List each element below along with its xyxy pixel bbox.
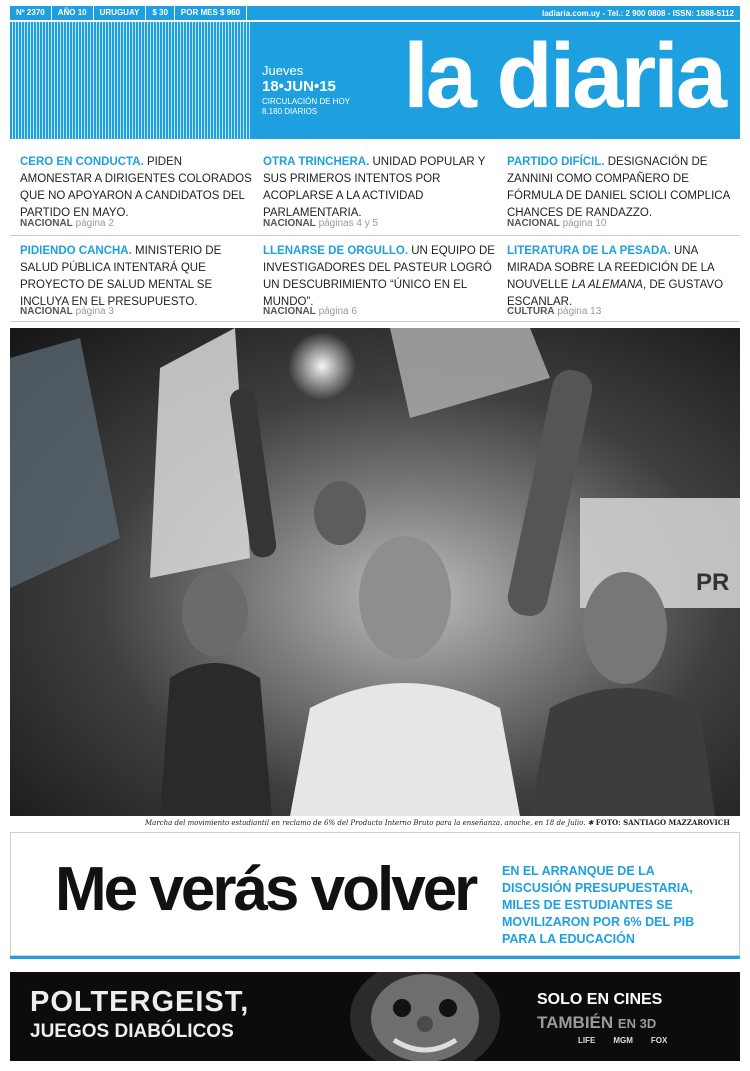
- teaser-section: NACIONAL página 2: [20, 218, 114, 229]
- teaser-section: NACIONAL páginas 4 y 5: [263, 218, 379, 229]
- photo-caption: [10, 818, 730, 827]
- protest-sign-text: PR: [696, 569, 730, 596]
- circulation-label: CIRCULACIÓN DE HOY: [262, 97, 351, 106]
- issn-number: ISSN: 1688-5112: [672, 8, 734, 18]
- newspaper-logo[interactable]: la diaria: [403, 25, 724, 127]
- teaser-partido-dificil[interactable]: [507, 154, 739, 229]
- teaser-literatura-de-la-pesada[interactable]: [507, 243, 739, 317]
- movie-advertisement[interactable]: [10, 972, 740, 1061]
- teaser-kicker: LLENARSE DE ORGULLO.: [263, 245, 409, 257]
- teaser-section: NACIONAL página 6: [263, 306, 357, 317]
- teaser-kicker: PARTIDO DIFÍCIL.: [507, 156, 605, 168]
- website-link[interactable]: ladiaria.com.uy: [542, 8, 601, 18]
- teaser-cero-en-conducta[interactable]: [20, 154, 252, 229]
- ad-tambien: TAMBIÉN: [537, 1013, 614, 1032]
- teaser-text: UNIDAD POPULAR Y SUS PRIMEROS INTENTOS POR ACOPLARSE A LA ACTIVIDAD PARLAMENTARIA.: [263, 156, 486, 219]
- info-bar: [10, 6, 740, 20]
- mgm-logo: MGM: [613, 1036, 633, 1045]
- right-protester-body: [530, 688, 715, 816]
- teaser-divider: [10, 235, 740, 236]
- teaser-otra-trinchera[interactable]: [263, 154, 495, 229]
- lead-story: [10, 832, 740, 956]
- lead-headline[interactable]: Me verás volver: [55, 855, 476, 924]
- issue-date: 18•JUN•15: [262, 78, 336, 95]
- ad-title-sub: JUEGOS DIABÓLICOS: [30, 1021, 234, 1042]
- left-protester-body: [160, 663, 272, 816]
- teaser-kicker: PIDIENDO CANCHA.: [20, 245, 132, 257]
- fox-logo: FOX: [650, 1036, 668, 1045]
- teaser-section: NACIONAL página 10: [507, 218, 607, 229]
- ad-en3d: EN 3D: [617, 1016, 657, 1031]
- teaser-llenarse-de-orgullo[interactable]: [263, 243, 495, 317]
- teaser-text: UNA MIRADA SOBRE LA REEDICIÓN DE LA NOUVELLE: [507, 245, 715, 291]
- protest-photo-illustration: [10, 328, 740, 816]
- raised-flag: [390, 328, 550, 418]
- weekday: Jueves: [262, 63, 304, 78]
- contact-info: ladiaria.com.uy - Tel.: 2 900 0808 - ISSN: 1688-5112: [542, 8, 734, 18]
- ad-title-main: POLTERGEIST,: [30, 986, 250, 1018]
- teaser-divider: [10, 321, 740, 322]
- teaser-text: MINISTERIO DE SALUD PÚBLICA INTENTARÁ QUE PROYECTO DE SALUD MENTAL SE INCLUYA EN EL PRESUPUESTO.: [20, 245, 222, 308]
- price: $ 30: [146, 6, 175, 20]
- book-title: LA ALEMANA: [571, 279, 643, 291]
- phone-number: Tel.: 2 900 0808: [607, 8, 666, 18]
- teaser-text: DESIGNACIÓN DE ZANNINI COMO COMPAÑERO DE FÓRMULA DE DANIEL SCIOLI COMPLICA CHANCES DE RANDAZZO.: [507, 156, 730, 219]
- teaser-kicker: LITERATURA DE LA PESADA.: [507, 245, 671, 257]
- masthead-stripe-pattern: [10, 22, 252, 139]
- accent-divider: [10, 956, 740, 959]
- issue-year: AÑO 10: [52, 6, 94, 20]
- central-protester-head: [359, 536, 451, 660]
- ad-3d-text: [537, 1014, 656, 1031]
- ad-cinemas-text: SOLO EN CINES: [537, 991, 663, 1008]
- teaser-kicker: CERO EN CONDUCTA.: [20, 156, 144, 168]
- dark-flag: [10, 338, 120, 588]
- photo-credit: FOTO: SANTIAGO MAZZAROVICH: [595, 818, 730, 827]
- ad-distributor-logos: [578, 1036, 667, 1045]
- street-lamp-glow: [288, 332, 356, 400]
- teaser-kicker: OTRA TRINCHERA.: [263, 156, 370, 168]
- monthly-price: POR MES $ 960: [175, 6, 247, 20]
- left-protester-head: [182, 570, 248, 656]
- central-protester-scarf: [290, 683, 520, 816]
- caption-text: Marcha del movimiento estudiantil en reclamo de 6% del Producto Interno Bruto para la enseñanza, anoche, en 18 de Julio. ✱: [144, 819, 594, 827]
- circulation-count: 8.180 DIARIOS: [262, 107, 318, 116]
- life-logo: LIFE: [578, 1036, 596, 1045]
- white-banner: [150, 328, 250, 578]
- lead-photo[interactable]: [10, 328, 740, 816]
- teaser-pidiendo-cancha[interactable]: [20, 243, 252, 317]
- masthead: [10, 22, 740, 139]
- teaser-text: UN EQUIPO DE INVESTIGADORES DEL PASTEUR LOGRÓ UN DESCUBRIMIENTO “ÚNICO EN EL MUNDO”.: [263, 245, 495, 308]
- lead-subhead: EN EL ARRANQUE DE LA DISCUSIÓN PRESUPUESTARIA, MILES DE ESTUDIANTES SE MOVILIZARON POR 6% DEL PIB PARA LA EDUCACIÓN: [502, 864, 695, 946]
- teaser-section: CULTURA página 13: [507, 306, 602, 317]
- country: URUGUAY: [94, 6, 147, 20]
- teaser-text: PIDEN AMONESTAR A DIRIGENTES COLORADOS QUE NO APOYARON A CANDIDATOS DEL PARTIDO EN MAYO.: [20, 156, 252, 219]
- background-protester-head: [314, 481, 366, 545]
- teaser-text-end: , DE GUSTAVO ESCANLAR.: [507, 279, 724, 308]
- teaser-section: NACIONAL página 3: [20, 306, 114, 317]
- right-protester-head: [583, 572, 667, 684]
- issue-number: Nº 2370: [10, 6, 52, 20]
- date-block: [262, 64, 350, 116]
